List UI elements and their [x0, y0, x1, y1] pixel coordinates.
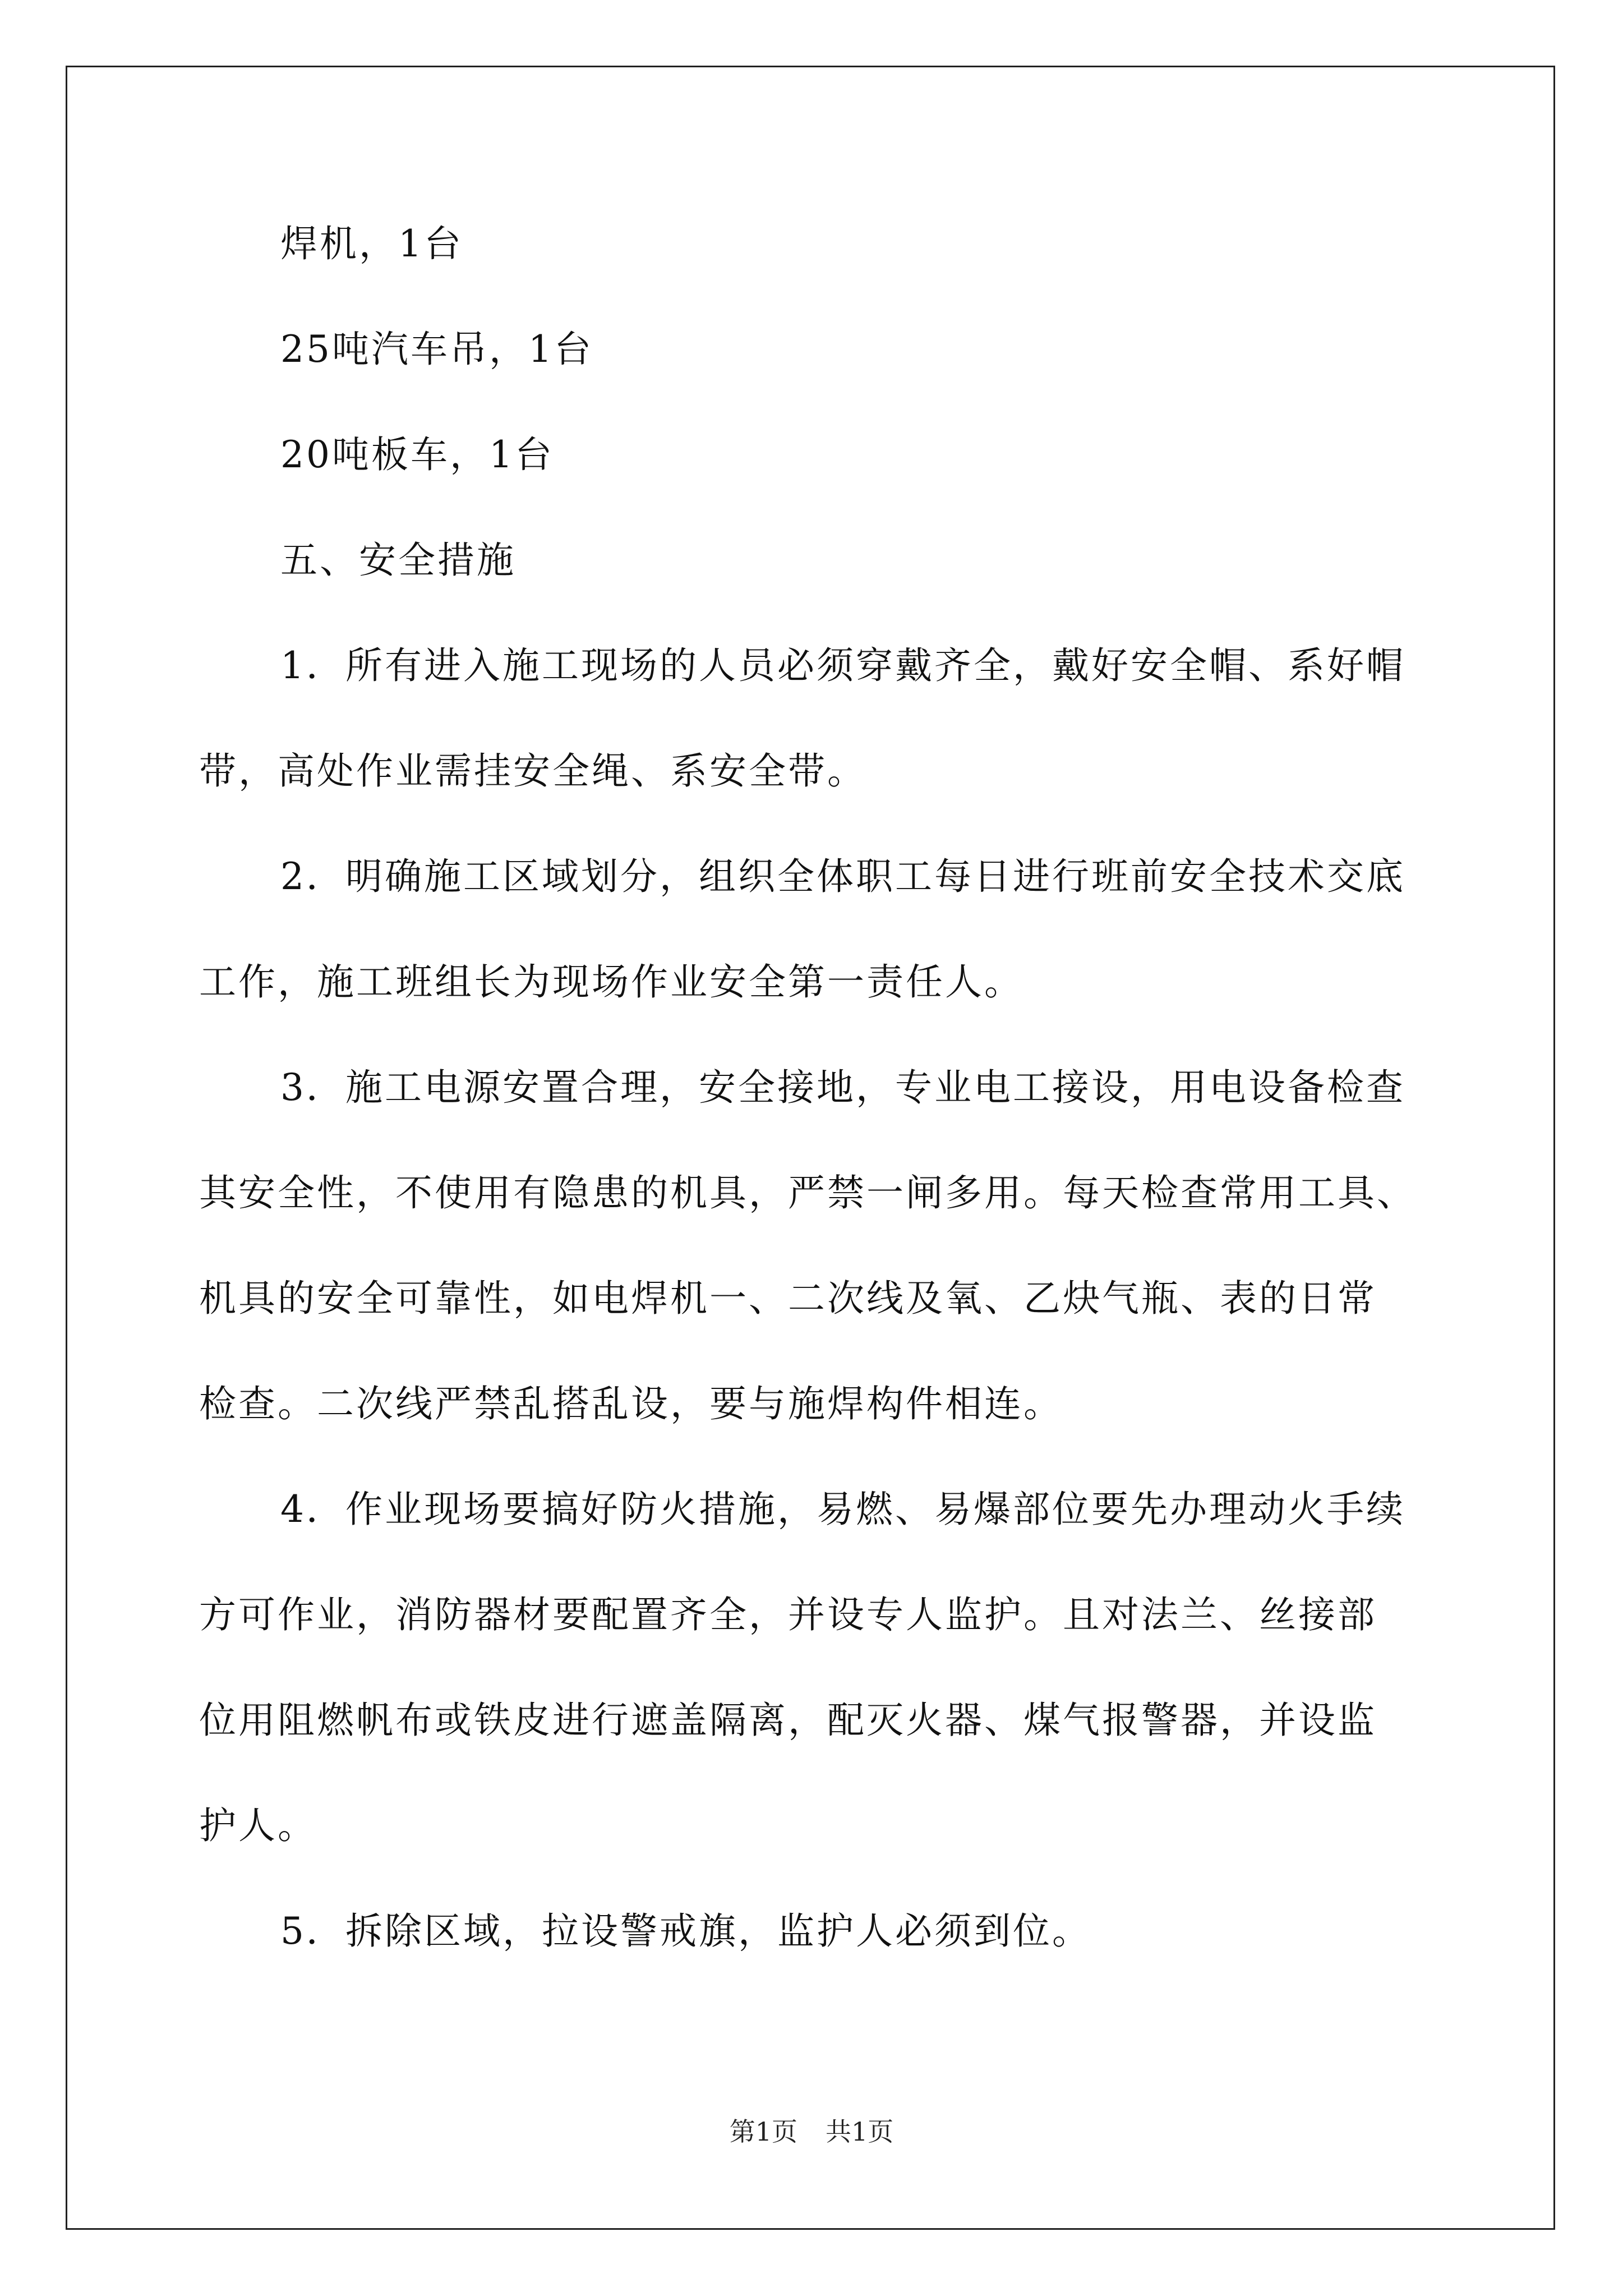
safety-item-1-line-2: 带，高处作业需挂安全绳、系安全带。	[199, 749, 866, 793]
section-heading-safety: 五、安全措施	[280, 539, 516, 582]
safety-item-3-line-3: 机具的安全可靠性，如电焊机一、二次线及氧、乙炔气瓶、表的日常	[199, 1277, 1377, 1320]
safety-item-4-line-3: 位用阻燃帆布或铁皮进行遮盖隔离，配灭火器、煤气报警器，并设监	[199, 1699, 1377, 1742]
document-body	[199, 216, 1450, 1959]
safety-item-4-line-2: 方可作业，消防器材要配置齐全，并设专人监护。且对法兰、丝接部	[199, 1593, 1377, 1636]
equipment-flatbed: 20吨板车，1台	[280, 433, 554, 476]
safety-item-4-line-1: 4．作业现场要搞好防火措施，易燃、易爆部位要先办理动火手续	[280, 1488, 1405, 1531]
safety-item-3-line-2: 其安全性，不使用有隐患的机具，严禁一闸多用。每天检查常用工具、	[199, 1171, 1416, 1214]
safety-item-5-line-1: 5．拆除区域，拉设警戒旗，监护人必须到位。	[280, 1910, 1091, 1953]
equipment-truck-crane: 25吨汽车吊，1台	[280, 328, 593, 371]
safety-item-2-line-1: 2．明确施工区域划分，组织全体职工每日进行班前安全技术交底	[280, 855, 1405, 898]
page-number-current: 第1页	[729, 2116, 797, 2147]
page-footer	[0, 2115, 1623, 2148]
page-number-total: 共1页	[826, 2116, 894, 2147]
safety-item-2-line-2: 工作，施工班组长为现场作业安全第一责任人。	[199, 960, 1023, 1004]
safety-item-1-line-1: 1．所有进入施工现场的人员必须穿戴齐全，戴好安全帽、系好帽	[280, 644, 1405, 687]
safety-item-4-line-4: 护人。	[199, 1804, 317, 1847]
equipment-welder: 焊机，1台	[280, 222, 463, 265]
safety-item-3-line-4: 检查。二次线严禁乱搭乱设，要与施焊构件相连。	[199, 1382, 1063, 1425]
safety-item-3-line-1: 3．施工电源安置合理，安全接地，专业电工接设，用电设备检查	[280, 1066, 1405, 1109]
